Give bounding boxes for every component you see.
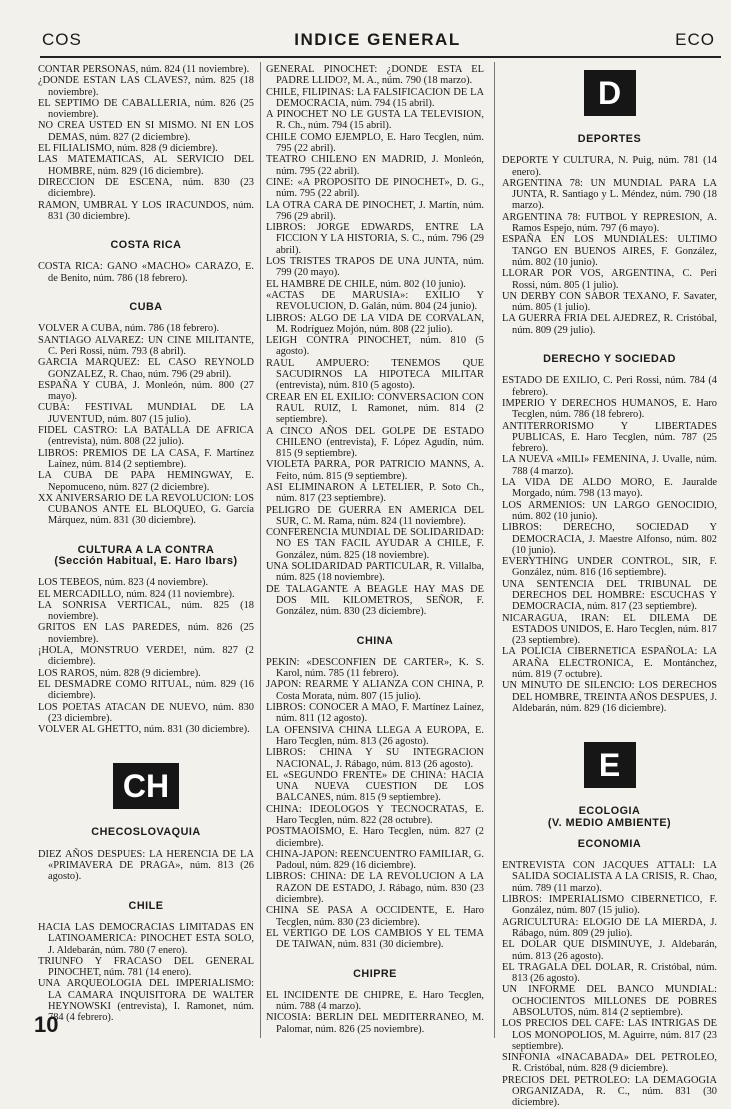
index-entry: LIBROS: JORGE EDWARDS, ENTRE LA FICCION Y LA HISTORIA, S. C., núm. 796 (29 abril). — [266, 222, 484, 256]
index-entry: CHINA-JAPON: REENCUENTRO FAMILIAR, G. Padoul, núm. 829 (16 diciembre). — [266, 848, 484, 872]
index-entry: EL «SEGUNDO FRENTE» DE CHINA: HACIA UNA NUEVA CUESTION DE LOS BALCANES, núm. 815 (9 septiembre). — [266, 769, 484, 804]
index-entry: LOS PRECIOS DEL CAFE: LAS INTRIGAS DE LOS MONOPOLIOS, M. Aguirre, núm. 817 (23 septiembre). — [502, 1018, 717, 1052]
letter-divider: D — [584, 70, 636, 116]
index-entry: A PINOCHET NO LE GUSTA LA TELEVISION, R. Ch., núm. 794 (15 abril). — [266, 109, 484, 132]
index-entry: FIDEL CASTRO: LA BATALLA DE AFRICA (entrevista), núm. 808 (22 julio). — [38, 425, 254, 448]
index-entry: CHINA: IDEOLOGOS Y TECNOCRATAS, E. Haro Tecglen, núm. 822 (28 octubre). — [266, 803, 484, 826]
index-entry: LOS TEBEOS, núm. 823 (4 noviembre). — [38, 577, 209, 589]
index-entry: UN DERBY CON SABOR TEXANO, F. Savater, núm. 805 (1 julio). — [502, 290, 717, 314]
index-entry: JAPON: REARME Y ALIANZA CON CHINA, P. Costa Morata, núm. 807 (15 julio). — [266, 679, 484, 702]
header-rule — [40, 56, 721, 58]
index-entry: GRITOS EN LAS PAREDES, núm. 826 (25 noviembre). — [38, 622, 254, 645]
index-entry: PELIGRO DE GUERRA EN AMERICA DEL SUR, C. M. Rama, núm. 824 (11 noviembre). — [266, 504, 484, 527]
index-entry: HACIA LAS DEMOCRACIAS LIMITADAS EN LATINOAMERICA: PINOCHET ESTA SOLO, J. Aldebarán, núm. 780 (7 enero). — [38, 921, 254, 956]
index-entry: VIOLETA PARRA, POR PATRICIO MANNS, A. Feito, núm. 815 (9 septiembre). — [266, 459, 484, 482]
index-entry: LA NUEVA «MILI» FEMENINA, J. Uvalle, núm. 788 (4 marzo). — [502, 454, 717, 477]
index-entry: TEATRO CHILENO EN MADRID, J. Monleón, núm. 795 (22 abril). — [266, 154, 484, 177]
index-entry: LA SONRISA VERTICAL, núm. 825 (18 noviembre). — [38, 599, 254, 623]
section-heading: CUBA — [129, 301, 163, 314]
index-entry: LOS TRISTES TRAPOS DE UNA JUNTA, núm. 799 (20 mayo). — [266, 256, 484, 279]
page-number: 10 — [34, 1012, 59, 1037]
section-subheading: (Sección Habitual, E. Haro Ibars) — [54, 554, 238, 567]
index-entry: COSTA RICA: GANO «MACHO» CARAZO, E. de Benito, núm. 786 (18 febrero). — [38, 261, 254, 284]
section-heading: DERECHO Y SOCIEDAD — [543, 353, 676, 366]
section-heading: CHINA — [356, 634, 394, 647]
index-entry: NICARAGUA, IRAN: EL DILEMA DE ESTADOS UNIDOS, E. Haro Tecglen, núm. 817 (23 septiembre). — [502, 612, 717, 647]
index-entry: SINFONIA «INACABADA» DEL PETROLEO, R. Cristóbal, núm. 828 (9 diciembre). — [502, 1052, 717, 1075]
index-entry: CONFERENCIA MUNDIAL DE SOLIDARIDAD: NO ES TAN FACIL AYUDAR A CHILE, F. González, núm. 825 (18 noviembre). — [266, 527, 484, 561]
section-heading: ECOLOGIA — [578, 805, 641, 818]
index-entry: EL FILIALISMO, núm. 828 (9 diciembre). — [38, 143, 218, 155]
index-entry: LA GUERRA FRIA DEL AJEDREZ, R. Cristóbal, núm. 809 (29 julio). — [502, 313, 717, 336]
section-subheading: (V. MEDIO AMBIENTE) — [547, 816, 672, 829]
index-entry: UNA SENTENCIA DEL TRIBUNAL DE DERECHOS DEL HOMBRE: ESCUCHAS Y DEMOCRACIA, núm. 817 (23 septiembre). — [502, 578, 717, 613]
index-entry: DIEZ AÑOS DESPUES: LA HERENCIA DE LA «PRIMAVERA DE PRAGA», núm. 813 (26 agosto). — [38, 848, 254, 883]
section-heading: DEPORTES — [577, 133, 642, 145]
index-entry: UN MINUTO DE SILENCIO: LOS DERECHOS DEL HOMBRE, TREINTA AÑOS DESPUES, J. Aldebarán, núm. 829 (16 diciembre). — [502, 680, 717, 714]
index-entry: GENERAL PINOCHET: ¿DONDE ESTA EL PADRE LLIDO?, M. A., núm. 790 (18 marzo). — [266, 64, 484, 87]
index-entry: GARCIA MARQUEZ: EL CASO REYNOLD GONZALEZ, R. Chao, núm. 796 (29 abril). — [38, 357, 254, 380]
index-entry: DE TALAGANTE A BEAGLE HAY MAS DE DOS MIL KILOMETROS, SEÑOR, F. González, núm. 830 (23 diciembre). — [266, 583, 484, 618]
index-entry: «ACTAS DE MARUSIA»: EXILIO Y REVOLUCION, D. Galán, núm. 804 (24 junio). — [266, 289, 484, 313]
index-entry: ARGENTINA 78: UN MUNDIAL PARA LA JUNTA, R. Santiago y L. Méndez, núm. 790 (18 marzo). — [502, 177, 717, 212]
index-entry: ESPAÑA EN LOS MUNDIALES: ULTIMO TANGO EN BUENOS AIRES, F. González, núm. 802 (10 junio). — [502, 234, 717, 268]
index-entry: PRECIOS DEL PETROLEO: LA DEMAGOGIA ORGANIZADA, R. C., núm. 831 (30 diciembre). — [502, 1074, 717, 1109]
index-entry: LA CUBA DE PAPA HEMINGWAY, E. Nepomuceno, núm. 827 (2 diciembre). — [38, 470, 254, 493]
index-entry: LA POLICIA CIBERNETICA ESPAÑOLA: LA ARAÑA ELECTRONICA, E. Montánchez, núm. 819 (7 octubre). — [502, 646, 717, 681]
column-divider — [260, 62, 261, 1038]
index-entry: XX ANIVERSARIO DE LA REVOLUCION: LOS CUBANOS ANTE EL BLOQUEO, G. García Márquez, núm. 831 (30 diciembre). — [38, 492, 254, 527]
index-entry: LIBROS: IMPERIALISMO CIBERNETICO, F. González, núm. 807 (15 julio). — [502, 894, 717, 917]
section-heading: CULTURA A LA CONTRA — [77, 543, 215, 556]
index-entry: LIBROS: DERECHO, SOCIEDAD Y DEMOCRACIA, J. Maestre Alfonso, núm. 802 (10 junio). — [502, 522, 717, 556]
letter-divider: E — [584, 742, 636, 788]
index-entry: CINE: «A PROPOSITO DE PINOCHET», D. G., núm. 795 (22 abril). — [266, 176, 484, 200]
index-entry: EL HAMBRE DE CHILE, núm. 802 (10 junio). — [266, 278, 466, 290]
index-entry: RAUL AMPUERO: TENEMOS QUE SACUDIRNOS LA HIPOTECA MILITAR (entrevista), núm. 810 (5 agosto). — [266, 357, 484, 392]
section-heading: CHECOSLOVAQUIA — [91, 826, 201, 839]
index-entry: NO CREA USTED EN SI MISMO. NI EN LOS DEMAS, núm. 827 (2 diciembre). — [38, 120, 254, 143]
index-entry: LIBROS: CHINA Y SU INTEGRACION NACIONAL, J. Rábago, núm. 813 (26 agosto). — [266, 747, 484, 770]
index-entry: DEPORTE Y CULTURA, N. Puig, núm. 781 (14 enero). — [502, 155, 717, 178]
header-range-start: COS — [42, 30, 82, 49]
index-entry: PEKIN: «DESCONFIEN DE CARTER», K. S. Karol, núm. 785 (11 febrero). — [266, 656, 484, 680]
index-entry: ANTITERRORISMO Y LIBERTADES PUBLICAS, E. Haro Tecglen, núm. 787 (25 febrero). — [502, 420, 717, 455]
section-heading: COSTA RICA — [110, 239, 182, 252]
section-heading: CHIPRE — [353, 967, 397, 980]
index-entry: EVERYTHING UNDER CONTROL, SIR, F. González, núm. 816 (16 septiembre). — [502, 556, 717, 579]
index-entry: A CINCO AÑOS DEL GOLPE DE ESTADO CHILENO (entrevista), F. López Agudín, núm. 815 (9 septiembre). — [266, 425, 484, 460]
index-entry: TRIUNFO Y FRACASO DEL GENERAL PINOCHET, núm. 781 (14 enero). — [38, 955, 254, 979]
index-entry: LIBROS: CONOCER A MAO, F. Martínez Laínez, núm. 811 (12 agosto). — [266, 702, 484, 725]
header-range-end: ECO — [675, 30, 715, 49]
index-entry: NICOSIA: BERLIN DEL MEDITERRANEO, M. Palomar, núm. 826 (25 noviembre). — [266, 1012, 484, 1035]
index-entry: LOS ARMENIOS: UN LARGO GENOCIDIO, núm. 802 (10 junio). — [502, 499, 717, 522]
index-entry: LA VIDA DE ALDO MORO, E. Jauralde Morgado, núm. 798 (13 mayo). — [502, 477, 717, 500]
index-entry: VOLVER AL GHETTO, núm. 831 (30 diciembre). — [38, 724, 250, 736]
index-entry: UNA SOLIDARIDAD PARTICULAR, R. Villalba, núm. 825 (18 noviembre). — [266, 561, 484, 584]
index-entry: AGRICULTURA: ELOGIO DE LA MIERDA, J. Rábago, núm. 809 (29 julio). — [502, 916, 717, 939]
index-entry: LEIGH CONTRA PINOCHET, núm. 810 (5 agosto). — [266, 335, 484, 358]
index-entry: EL INCIDENTE DE CHIPRE, E. Haro Tecglen, núm. 788 (4 marzo). — [266, 989, 484, 1013]
index-entry: CUBA: FESTIVAL MUNDIAL DE LA JUVENTUD, núm. 807 (15 julio). — [38, 402, 254, 425]
index-entry: ESPAÑA Y CUBA, J. Monleón, núm. 800 (27 mayo). — [38, 379, 254, 403]
page-header — [40, 30, 715, 56]
index-entry: DIRECCION DE ESCENA, núm. 830 (23 diciembre). — [38, 176, 254, 200]
index-entry: CHILE, FILIPINAS: LA FALSIFICACION DE LA DEMOCRACIA, núm. 794 (15 abril). — [266, 86, 484, 109]
index-entry: ¡HOLA, MONSTRUO VERDE!, núm. 827 (2 diciembre). — [38, 645, 254, 668]
index-column-3 — [502, 64, 717, 1109]
index-entry: EL DOLAR QUE DISMINUYE, J. Aldebarán, núm. 813 (26 agosto). — [502, 939, 717, 962]
index-entry: CHINA SE PASA A OCCIDENTE, E. Haro Tecglen, núm. 830 (23 diciembre). — [266, 905, 484, 928]
index-entry: LOS RAROS, núm. 828 (9 diciembre). — [38, 667, 201, 679]
index-entry: LA OTRA CARA DE PINOCHET, J. Martín, núm. 796 (29 abril). — [266, 199, 484, 222]
index-entry: VOLVER A CUBA, núm. 786 (18 febrero). — [38, 323, 220, 335]
index-entry: RAMON, UMBRAL Y LOS IRACUNDOS, núm. 831 (30 diciembre). — [38, 199, 254, 222]
index-entry: CREAR EN EL EXILIO: CONVERSACION CON RAUL RUIZ, I. Ramonet, núm. 814 (2 septiembre). — [266, 391, 484, 426]
index-entry: ARGENTINA 78: FUTBOL Y REPRESION, A. Ramos Espejo, núm. 797 (6 mayo). — [502, 211, 717, 235]
index-entry: UN INFORME DEL BANCO MUNDIAL: OCHOCIENTOS MILLONES DE POBRES ABSOLUTOS, núm. 814 (2 septiembre). — [502, 984, 717, 1018]
index-entry: LAS MATEMATICAS, AL SERVICIO DEL HOMBRE, núm. 829 (16 diciembre). — [38, 154, 254, 177]
index-column-1 — [38, 64, 254, 1024]
index-entry: EL DESMADRE COMO RITUAL, núm. 829 (16 diciembre). — [38, 678, 254, 702]
index-entry: ENTREVISTA CON JACQUES ATTALI: LA SALIDA SOCIALISTA A LA CRISIS, R. Chao, núm. 789 (11 marzo). — [502, 860, 717, 894]
index-entry: ASI ELIMINARON A LETELIER, P. Soto Ch., núm. 817 (23 septiembre). — [266, 481, 484, 505]
page-title: INDICE GENERAL — [294, 30, 461, 49]
index-entry: CONTAR PERSONAS, núm. 824 (11 noviembre). — [38, 64, 250, 75]
index-entry: LIBROS: ALGO DE LA VIDA DE CORVALAN, M. Rodríguez Mojón, núm. 808 (22 julio). — [266, 312, 484, 335]
index-entry: IMPERIO Y DERECHOS HUMANOS, E. Haro Tecglen, núm. 786 (18 febrero). — [502, 397, 717, 421]
column-divider — [494, 62, 495, 1038]
index-entry: SANTIAGO ALVAREZ: UN CINE MILITANTE, C. Peri Rossi, núm. 793 (8 abril). — [38, 334, 254, 357]
section-heading: ECONOMIA — [577, 837, 642, 850]
index-entry: LA OFENSIVA CHINA LLEGA A EUROPA, E. Haro Tecglen, núm. 813 (26 agosto). — [266, 724, 484, 747]
index-entry: LOS POETAS ATACAN DE NUEVO, núm. 830 (23 diciembre). — [38, 701, 254, 724]
index-entry: LIBROS: PREMIOS DE LA CASA, F. Martínez Laínez, núm. 814 (2 septiembre). — [38, 447, 254, 470]
index-entry: EL MERCADILLO, núm. 824 (11 noviembre). — [38, 588, 235, 600]
index-entry: EL VERTIGO DE LOS CAMBIOS Y EL TEMA DE TAIWAN, núm. 831 (30 diciembre). — [266, 927, 484, 951]
index-entry: EL TRAGALA DEL DOLAR, R. Cristóbal, núm. 813 (26 agosto). — [502, 961, 717, 985]
index-entry: CHILE COMO EJEMPLO, E. Haro Tecglen, núm. 795 (22 abril). — [266, 131, 484, 155]
index-entry: ESTADO DE EXILIO, C. Peri Rossi, núm. 784 (4 febrero). — [502, 375, 717, 398]
section-heading: CHILE — [128, 899, 164, 912]
letter-divider: CH — [113, 763, 179, 809]
index-entry: LLORAR POR VOS, ARGENTINA, C. Peri Rossi, núm. 805 (1 julio). — [502, 268, 717, 291]
index-entry: LIBROS: CHINA: DE LA REVOLUCION A LA RAZON DE ESTADO, J. Rábago, núm. 830 (23 diciembre). — [266, 871, 484, 906]
index-entry: EL SEPTIMO DE CABALLERIA, núm. 826 (25 noviembre). — [38, 97, 254, 121]
index-entry: POSTMAOISMO, E. Haro Tecglen, núm. 827 (2 diciembre). — [266, 826, 484, 849]
index-entry: UNA ARQUEOLOGIA DEL IMPERIALISMO: LA CAMARA INQUISITORA DE WALTER HEYNOWSKI (entrevista), I. Ramonet, núm. 784 (4 febrero). — [38, 978, 254, 1024]
index-entry: ¿DONDE ESTAN LAS CLAVES?, núm. 825 (18 noviembre). — [38, 75, 254, 98]
index-column-2 — [266, 64, 484, 1035]
